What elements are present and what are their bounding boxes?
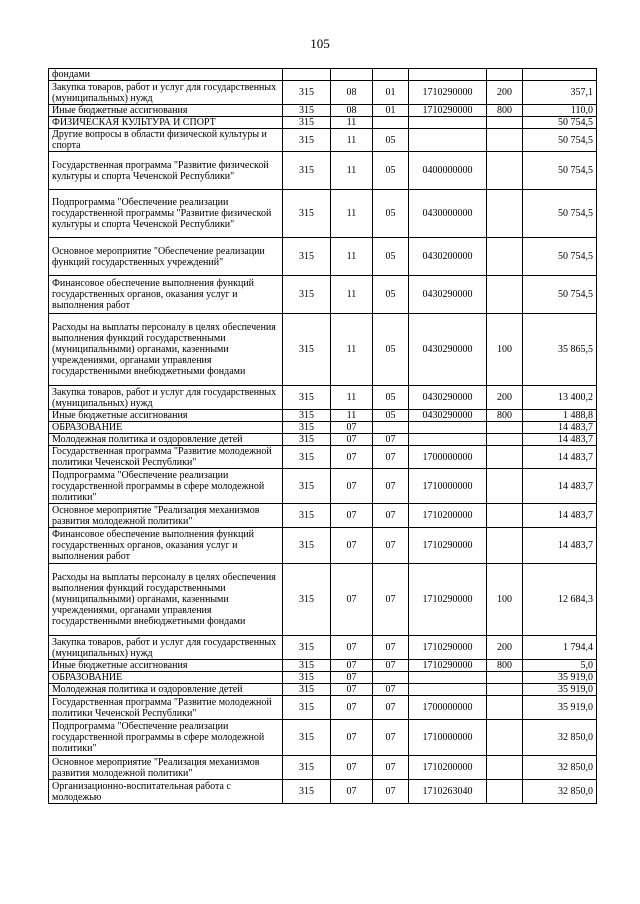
cell-amount: 13 400,2 [523,386,597,410]
cell-subsection-code: 07 [373,469,409,504]
cell-subsection-code [373,69,409,81]
cell-name: Подпрограмма "Обеспечение реализации государственной программы в сфере молодежной политики" [49,720,283,756]
cell-name: Молодежная политика и оздоровление детей [49,434,283,446]
cell-department-code: 315 [283,696,331,720]
cell-amount: 357,1 [523,81,597,105]
cell-section-code: 07 [331,720,373,756]
cell-department-code: 315 [283,636,331,660]
cell-amount: 1 488,8 [523,410,597,422]
table-row [49,660,597,672]
table-row [49,446,597,469]
cell-name: Государственная программа "Развитие молодежной политики Чеченской Республики" [49,446,283,469]
cell-department-code: 315 [283,504,331,528]
cell-subsection-code: 07 [373,756,409,780]
cell-name: Расходы на выплаты персоналу в целях обеспечения выполнения функций государственными (муниципальными) органами, казенными учреждениями, органами управления государственными внебюджетными фондами [49,314,283,386]
cell-name: Государственная программа "Развитие молодежной политики Чеченской Республики" [49,696,283,720]
cell-expense-type [487,69,523,81]
cell-target-article: 1710200000 [409,504,487,528]
cell-expense-type [487,434,523,446]
cell-department-code: 315 [283,672,331,684]
table-row [49,238,597,276]
cell-section-code: 11 [331,410,373,422]
table-row [49,780,597,804]
cell-expense-type: 200 [487,636,523,660]
cell-expense-type [487,504,523,528]
cell-expense-type [487,422,523,434]
cell-subsection-code: 07 [373,434,409,446]
cell-expense-type [487,152,523,190]
cell-name: Финансовое обеспечение выполнения функций государственных органов, оказания услуг и выполнения работ [49,528,283,564]
cell-target-article: 1710290000 [409,81,487,105]
cell-amount: 35 919,0 [523,672,597,684]
table-row [49,636,597,660]
table-row [49,276,597,314]
cell-expense-type: 200 [487,386,523,410]
table-row [49,422,597,434]
table-row [49,190,597,238]
cell-subsection-code: 05 [373,152,409,190]
cell-target-article: 0430290000 [409,276,487,314]
cell-name: Расходы на выплаты персоналу в целях обеспечения выполнения функций государственными (муниципальными) органами, казенными учреждениями, органами управления государственными внебюджетными фондами [49,564,283,636]
cell-target-article: 0430290000 [409,386,487,410]
cell-amount: 12 684,3 [523,564,597,636]
cell-amount: 50 754,5 [523,276,597,314]
cell-amount: 32 850,0 [523,720,597,756]
cell-name: Иные бюджетные ассигнования [49,410,283,422]
cell-name: Основное мероприятие "Реализация механизмов развития молодежной политики" [49,504,283,528]
cell-subsection-code: 07 [373,684,409,696]
cell-expense-type [487,469,523,504]
cell-amount: 50 754,5 [523,190,597,238]
cell-department-code: 315 [283,190,331,238]
cell-target-article: 1710290000 [409,105,487,117]
cell-expense-type [487,696,523,720]
cell-section-code: 07 [331,780,373,804]
cell-target-article [409,117,487,129]
cell-subsection-code: 07 [373,660,409,672]
cell-subsection-code: 05 [373,314,409,386]
table-row [49,129,597,152]
cell-amount: 14 483,7 [523,446,597,469]
cell-target-article: 1710290000 [409,660,487,672]
cell-section-code: 07 [331,672,373,684]
cell-amount: 1 794,4 [523,636,597,660]
cell-subsection-code: 05 [373,276,409,314]
cell-target-article [409,69,487,81]
cell-department-code: 315 [283,528,331,564]
cell-amount: 35 865,5 [523,314,597,386]
cell-department-code: 315 [283,238,331,276]
cell-section-code: 07 [331,564,373,636]
cell-section-code: 07 [331,504,373,528]
cell-section-code [331,69,373,81]
cell-department-code [283,69,331,81]
cell-expense-type: 800 [487,105,523,117]
cell-amount: 5,0 [523,660,597,672]
cell-department-code: 315 [283,410,331,422]
cell-expense-type [487,117,523,129]
table-row [49,720,597,756]
table-row [49,504,597,528]
cell-target-article: 1710290000 [409,636,487,660]
table-row [49,469,597,504]
cell-amount: 35 919,0 [523,684,597,696]
cell-name: Иные бюджетные ассигнования [49,660,283,672]
cell-section-code: 07 [331,636,373,660]
cell-target-article [409,672,487,684]
table-row [49,69,597,81]
cell-department-code: 315 [283,117,331,129]
cell-target-article: 1710000000 [409,720,487,756]
cell-amount: 50 754,5 [523,129,597,152]
cell-expense-type: 800 [487,410,523,422]
cell-amount: 50 754,5 [523,238,597,276]
cell-expense-type [487,780,523,804]
cell-expense-type [487,446,523,469]
cell-subsection-code: 05 [373,386,409,410]
cell-name: Другие вопросы в области физической культуры и спорта [49,129,283,152]
table-row [49,81,597,105]
table-row [49,117,597,129]
cell-expense-type: 200 [487,81,523,105]
cell-name: Молодежная политика и оздоровление детей [49,684,283,696]
cell-department-code: 315 [283,434,331,446]
cell-target-article: 0430200000 [409,238,487,276]
cell-name: Основное мероприятие "Обеспечение реализации функций государственных учреждений" [49,238,283,276]
table-row [49,434,597,446]
cell-department-code: 315 [283,314,331,386]
cell-expense-type: 800 [487,660,523,672]
cell-subsection-code: 05 [373,410,409,422]
table-row [49,105,597,117]
cell-section-code: 08 [331,81,373,105]
cell-amount: 50 754,5 [523,117,597,129]
cell-department-code: 315 [283,105,331,117]
cell-subsection-code: 07 [373,696,409,720]
cell-department-code: 315 [283,684,331,696]
cell-subsection-code: 05 [373,129,409,152]
cell-department-code: 315 [283,152,331,190]
cell-department-code: 315 [283,564,331,636]
cell-subsection-code: 07 [373,564,409,636]
cell-subsection-code: 07 [373,528,409,564]
cell-amount: 35 919,0 [523,696,597,720]
cell-target-article [409,684,487,696]
cell-expense-type [487,276,523,314]
cell-department-code: 315 [283,446,331,469]
cell-expense-type [487,672,523,684]
table-row [49,528,597,564]
cell-expense-type [487,720,523,756]
cell-amount: 14 483,7 [523,469,597,504]
cell-section-code: 07 [331,696,373,720]
cell-target-article: 1710290000 [409,564,487,636]
cell-amount: 14 483,7 [523,434,597,446]
cell-amount: 14 483,7 [523,504,597,528]
cell-department-code: 315 [283,81,331,105]
cell-expense-type [487,756,523,780]
cell-section-code: 11 [331,129,373,152]
cell-section-code: 07 [331,528,373,564]
cell-subsection-code: 07 [373,504,409,528]
cell-section-code: 07 [331,446,373,469]
cell-section-code: 11 [331,152,373,190]
table-row [49,314,597,386]
cell-target-article: 1700000000 [409,446,487,469]
cell-expense-type [487,528,523,564]
cell-name: Закупка товаров, работ и услуг для государственных (муниципальных) нужд [49,386,283,410]
cell-subsection-code: 01 [373,81,409,105]
cell-target-article [409,422,487,434]
page-number: 105 [310,36,330,51]
cell-section-code: 11 [331,190,373,238]
cell-target-article: 0430290000 [409,314,487,386]
cell-name: Подпрограмма "Обеспечение реализации государственной программы "Развитие физической культуры и спорта Чеченской Республики" [49,190,283,238]
cell-target-article: 0400000000 [409,152,487,190]
cell-target-article: 0430000000 [409,190,487,238]
cell-name: ФИЗИЧЕСКАЯ КУЛЬТУРА И СПОРТ [49,117,283,129]
cell-name: Государственная программа "Развитие физической культуры и спорта Чеченской Республики" [49,152,283,190]
cell-target-article: 1710263040 [409,780,487,804]
table-row [49,672,597,684]
cell-section-code: 07 [331,434,373,446]
cell-amount: 32 850,0 [523,756,597,780]
cell-section-code: 07 [331,684,373,696]
cell-expense-type: 100 [487,314,523,386]
cell-target-article: 1710200000 [409,756,487,780]
cell-department-code: 315 [283,469,331,504]
cell-amount: 32 850,0 [523,780,597,804]
cell-amount: 50 754,5 [523,152,597,190]
cell-name: Иные бюджетные ассигнования [49,105,283,117]
cell-department-code: 315 [283,780,331,804]
cell-name: Организационно-воспитательная работа с молодежью [49,780,283,804]
cell-subsection-code: 07 [373,636,409,660]
cell-section-code: 11 [331,276,373,314]
budget-table [48,68,597,804]
cell-name: Подпрограмма "Обеспечение реализации государственной программы в сфере молодежной политики" [49,469,283,504]
cell-subsection-code [373,117,409,129]
cell-target-article: 0430290000 [409,410,487,422]
cell-name: Закупка товаров, работ и услуг для государственных (муниципальных) нужд [49,636,283,660]
cell-subsection-code: 07 [373,780,409,804]
table-row [49,696,597,720]
cell-subsection-code: 05 [373,238,409,276]
cell-target-article: 1710000000 [409,469,487,504]
cell-target-article [409,129,487,152]
cell-expense-type [487,684,523,696]
cell-department-code: 315 [283,386,331,410]
cell-section-code: 07 [331,660,373,672]
cell-target-article [409,434,487,446]
cell-name: Финансовое обеспечение выполнения функций государственных органов, оказания услуг и выполнения работ [49,276,283,314]
table-row [49,410,597,422]
cell-expense-type [487,129,523,152]
cell-subsection-code: 07 [373,446,409,469]
cell-expense-type [487,238,523,276]
cell-name: Основное мероприятие "Реализация механизмов развития молодежной политики" [49,756,283,780]
cell-subsection-code: 05 [373,190,409,238]
cell-department-code: 315 [283,129,331,152]
table-row [49,386,597,410]
cell-section-code: 11 [331,314,373,386]
cell-expense-type [487,190,523,238]
table-row [49,152,597,190]
cell-section-code: 11 [331,386,373,410]
cell-subsection-code: 01 [373,105,409,117]
cell-department-code: 315 [283,660,331,672]
cell-subsection-code [373,672,409,684]
cell-section-code: 07 [331,422,373,434]
cell-name: ОБРАЗОВАНИЕ [49,672,283,684]
cell-expense-type: 100 [487,564,523,636]
cell-department-code: 315 [283,422,331,434]
cell-section-code: 07 [331,469,373,504]
cell-section-code: 08 [331,105,373,117]
cell-department-code: 315 [283,720,331,756]
cell-amount: 14 483,7 [523,528,597,564]
cell-name: ОБРАЗОВАНИЕ [49,422,283,434]
cell-section-code: 07 [331,756,373,780]
cell-amount [523,69,597,81]
cell-name: фондами [49,69,283,81]
table-row [49,564,597,636]
cell-department-code: 315 [283,756,331,780]
cell-department-code: 315 [283,276,331,314]
cell-target-article: 1710290000 [409,528,487,564]
budget-table-body [49,69,597,804]
cell-amount: 110,0 [523,105,597,117]
cell-target-article: 1700000000 [409,696,487,720]
table-row [49,756,597,780]
cell-subsection-code [373,422,409,434]
cell-name: Закупка товаров, работ и услуг для государственных (муниципальных) нужд [49,81,283,105]
table-row [49,684,597,696]
cell-section-code: 11 [331,238,373,276]
cell-subsection-code: 07 [373,720,409,756]
cell-section-code: 11 [331,117,373,129]
cell-amount: 14 483,7 [523,422,597,434]
